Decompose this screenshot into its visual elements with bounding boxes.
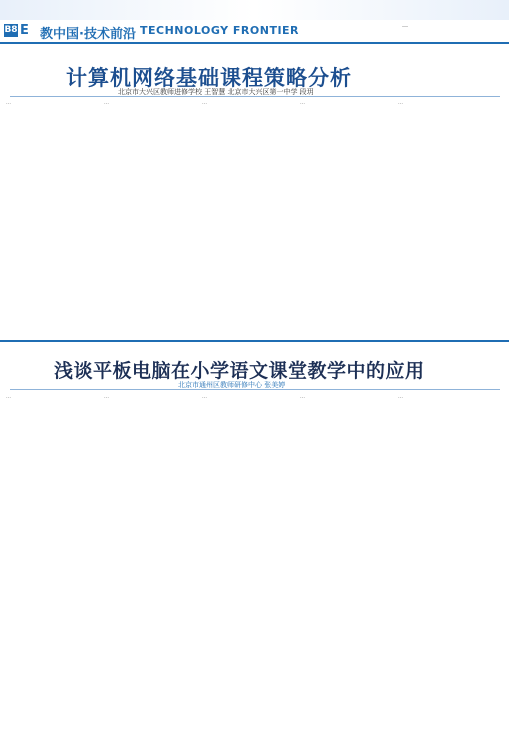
article1-column-1-text: … [6,100,11,106]
article2-column-2 [104,394,196,728]
article1-column-4-text: … [300,100,305,106]
article1-column-2-text: … [104,100,109,106]
article1-byline: 北京市大兴区教师进修学校 王智慧 北京市大兴区第一中学 段玥 [118,88,314,96]
article2-column-2-text: … [104,394,109,400]
article2-column-4 [300,394,392,728]
masthead-rule [0,42,509,44]
article2-headline: 浅谈平板电脑在小学语文课堂教学中的应用 [54,360,425,382]
article1-headline: 计算机网络基础课程策略分析 [66,66,352,90]
top-banner [0,0,509,20]
article1-column-2 [104,100,196,334]
edu-mark: E [20,23,29,38]
article2-column-4-text: … [300,394,305,400]
article1-rule [10,96,500,97]
article1-column-3 [202,100,294,334]
masthead [0,20,509,42]
page-number: B8 [4,25,18,35]
edition-info: … [402,22,408,29]
article2-rule [10,389,500,390]
article2-column-3 [202,394,294,728]
article2-column-1 [6,394,98,728]
article2-column-5 [398,394,503,728]
section-title-en: TECHNOLOGY FRONTIER [140,24,300,37]
section-title: 教中国·技术前沿 [40,27,136,42]
article1-column-3-text: … [202,100,207,106]
article1-column-4 [300,100,392,334]
article2-column-1-text: … [6,394,11,400]
article1-column-1 [6,100,98,334]
article2-column-3-text: … [202,394,207,400]
article-divider [0,340,509,342]
article1-column-5 [398,100,503,334]
article2-byline: 北京市通州区教师研修中心 张美婷 [178,381,286,389]
article1-column-5-text: … [398,100,403,106]
article2-column-5-text: … [398,394,403,400]
